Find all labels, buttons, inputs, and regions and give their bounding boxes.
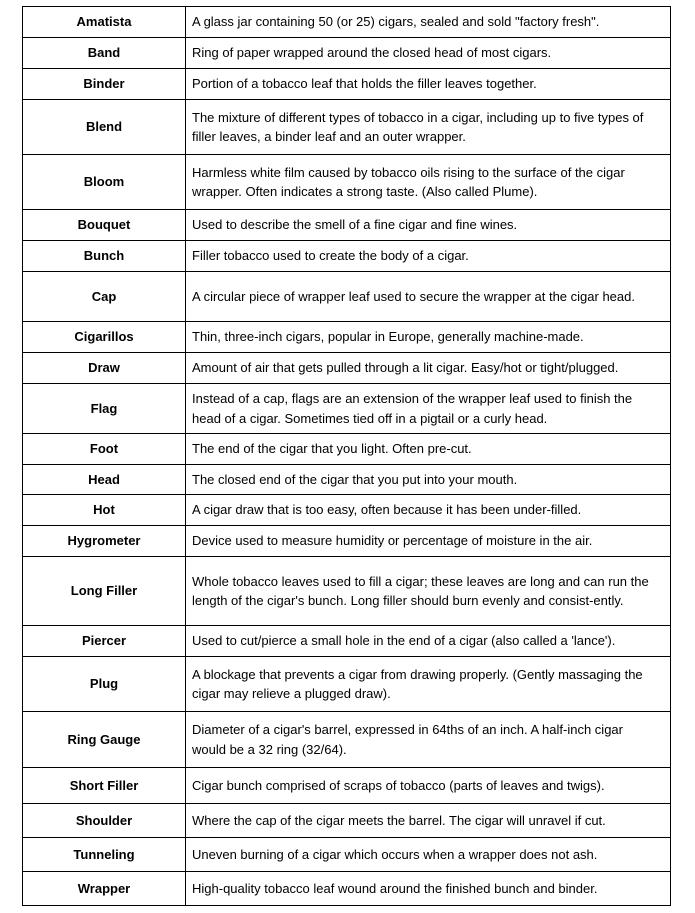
term-cell: Cigarillos	[23, 322, 186, 353]
table-row	[23, 353, 671, 384]
table-row	[23, 526, 671, 557]
table-row	[23, 712, 671, 768]
table-row	[23, 657, 671, 712]
table-row	[23, 384, 671, 434]
table-row	[23, 434, 671, 465]
definition-cell: Used to cut/pierce a small hole in the end of a cigar (also called a 'lance').	[186, 626, 671, 657]
term-cell: Head	[23, 465, 186, 495]
table-row	[23, 272, 671, 322]
definition-cell: The closed end of the cigar that you put into your mouth.	[186, 465, 671, 495]
term-cell: Blend	[23, 100, 186, 155]
table-row	[23, 241, 671, 272]
definition-cell: Diameter of a cigar's barrel, expressed in 64ths of an inch. A half-inch cigar would be a 32 ring (32/64).	[186, 712, 671, 768]
definition-cell: Device used to measure humidity or percentage of moisture in the air.	[186, 526, 671, 557]
definition-cell: A cigar draw that is too easy, often because it has been under-filled.	[186, 495, 671, 526]
table-row	[23, 322, 671, 353]
definition-cell: A blockage that prevents a cigar from drawing properly. (Gently massaging the cigar may relieve a plugged draw).	[186, 657, 671, 712]
table-row	[23, 7, 671, 38]
definition-cell: Whole tobacco leaves used to fill a cigar; these leaves are long and can run the length of the cigar's bunch. Long filler should burn evenly and consist-ently.	[186, 557, 671, 626]
term-cell: Ring Gauge	[23, 712, 186, 768]
term-cell: Tunneling	[23, 838, 186, 872]
table-row	[23, 804, 671, 838]
term-cell: Bouquet	[23, 210, 186, 241]
definition-cell: Harmless white film caused by tobacco oils rising to the surface of the cigar wrapper. Often indicates a strong taste. (Also called Plume).	[186, 155, 671, 210]
definition-cell: Thin, three-inch cigars, popular in Europe, generally machine-made.	[186, 322, 671, 353]
definition-cell: Filler tobacco used to create the body of a cigar.	[186, 241, 671, 272]
definition-cell: Portion of a tobacco leaf that holds the filler leaves together.	[186, 69, 671, 100]
definition-cell: Uneven burning of a cigar which occurs when a wrapper does not ash.	[186, 838, 671, 872]
term-cell: Bloom	[23, 155, 186, 210]
definition-cell: A glass jar containing 50 (or 25) cigars, sealed and sold "factory fresh".	[186, 7, 671, 38]
term-cell: Binder	[23, 69, 186, 100]
table-row	[23, 38, 671, 69]
definition-cell: Used to describe the smell of a fine cigar and fine wines.	[186, 210, 671, 241]
term-cell: Flag	[23, 384, 186, 434]
table-row	[23, 465, 671, 495]
definition-cell: Instead of a cap, flags are an extension of the wrapper leaf used to finish the head of a cigar. Sometimes tied off in a pigtail or a curly head.	[186, 384, 671, 434]
table-row	[23, 838, 671, 872]
term-cell: Long Filler	[23, 557, 186, 626]
term-cell: Piercer	[23, 626, 186, 657]
table-row	[23, 100, 671, 155]
definition-cell: Where the cap of the cigar meets the barrel. The cigar will unravel if cut.	[186, 804, 671, 838]
definition-cell: Amount of air that gets pulled through a lit cigar. Easy/hot or tight/plugged.	[186, 353, 671, 384]
table-row	[23, 872, 671, 906]
table-row	[23, 210, 671, 241]
definition-cell: Ring of paper wrapped around the closed head of most cigars.	[186, 38, 671, 69]
term-cell: Wrapper	[23, 872, 186, 906]
term-cell: Draw	[23, 353, 186, 384]
definition-cell: The end of the cigar that you light. Often pre-cut.	[186, 434, 671, 465]
table-row	[23, 557, 671, 626]
term-cell: Cap	[23, 272, 186, 322]
term-cell: Foot	[23, 434, 186, 465]
table-row	[23, 495, 671, 526]
table-row	[23, 626, 671, 657]
table-row	[23, 768, 671, 804]
table-row	[23, 155, 671, 210]
term-cell: Hot	[23, 495, 186, 526]
definition-cell: High-quality tobacco leaf wound around the finished bunch and binder.	[186, 872, 671, 906]
term-cell: Shoulder	[23, 804, 186, 838]
term-cell: Plug	[23, 657, 186, 712]
definition-cell: A circular piece of wrapper leaf used to secure the wrapper at the cigar head.	[186, 272, 671, 322]
term-cell: Hygrometer	[23, 526, 186, 557]
glossary-table	[22, 6, 671, 906]
definition-cell: Cigar bunch comprised of scraps of tobacco (parts of leaves and twigs).	[186, 768, 671, 804]
term-cell: Short Filler	[23, 768, 186, 804]
term-cell: Bunch	[23, 241, 186, 272]
term-cell: Band	[23, 38, 186, 69]
definition-cell: The mixture of different types of tobacco in a cigar, including up to five types of filler leaves, a binder leaf and an outer wrapper.	[186, 100, 671, 155]
term-cell: Amatista	[23, 7, 186, 38]
table-row	[23, 69, 671, 100]
